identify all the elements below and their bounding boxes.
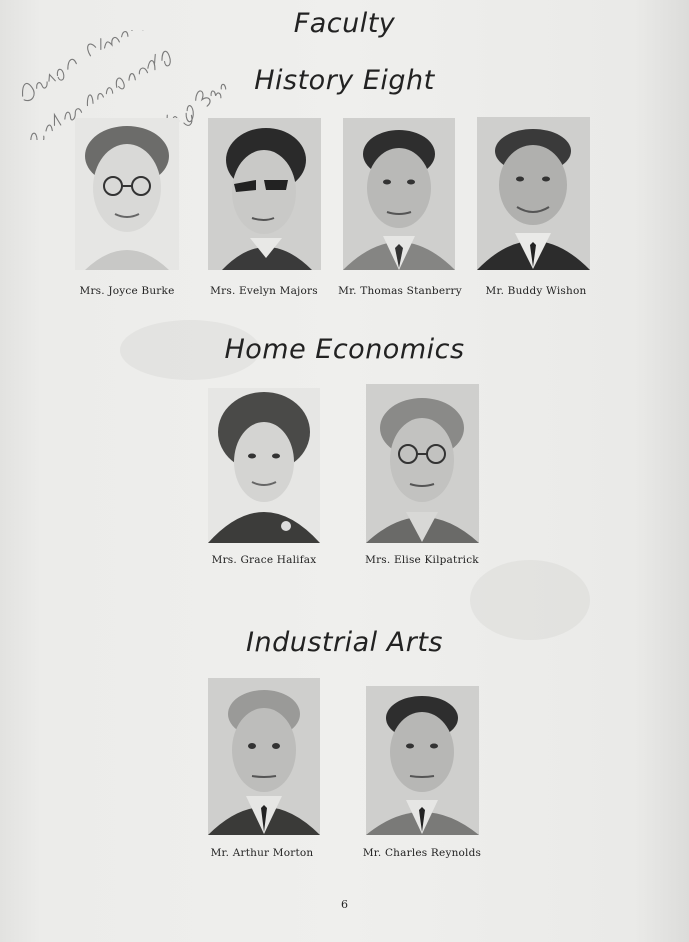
section-heading-home-economics: Home Economics <box>224 334 465 365</box>
faculty-name-caption: Mr. Charles Reynolds <box>362 847 482 859</box>
portrait-photo <box>208 118 321 270</box>
faculty-name-caption: Mrs. Evelyn Majors <box>210 285 318 297</box>
faculty-name-caption: Mrs. Elise Kilpatrick <box>365 554 479 566</box>
portrait-photo <box>75 118 179 270</box>
portrait-photo <box>343 118 455 270</box>
faculty-name-caption: Mrs. Joyce Burke <box>79 285 175 297</box>
faculty-name-caption: Mrs. Grace Halifax <box>211 554 317 566</box>
faculty-name-caption: Mr. Thomas Stanberry <box>338 285 462 297</box>
portrait-photo <box>208 388 320 543</box>
faculty-name-caption: Mr. Arthur Morton <box>210 847 314 859</box>
page-number: 6 <box>341 898 348 911</box>
portrait-photo <box>366 686 479 835</box>
portrait-photo <box>208 678 320 835</box>
portrait-photo <box>366 384 479 543</box>
portrait-photo <box>477 117 590 270</box>
faculty-name-caption: Mr. Buddy Wishon <box>485 285 587 297</box>
section-heading-history-eight: History Eight <box>254 65 435 96</box>
section-heading-industrial-arts: Industrial Arts <box>246 627 443 658</box>
page-title: Faculty <box>293 8 396 39</box>
